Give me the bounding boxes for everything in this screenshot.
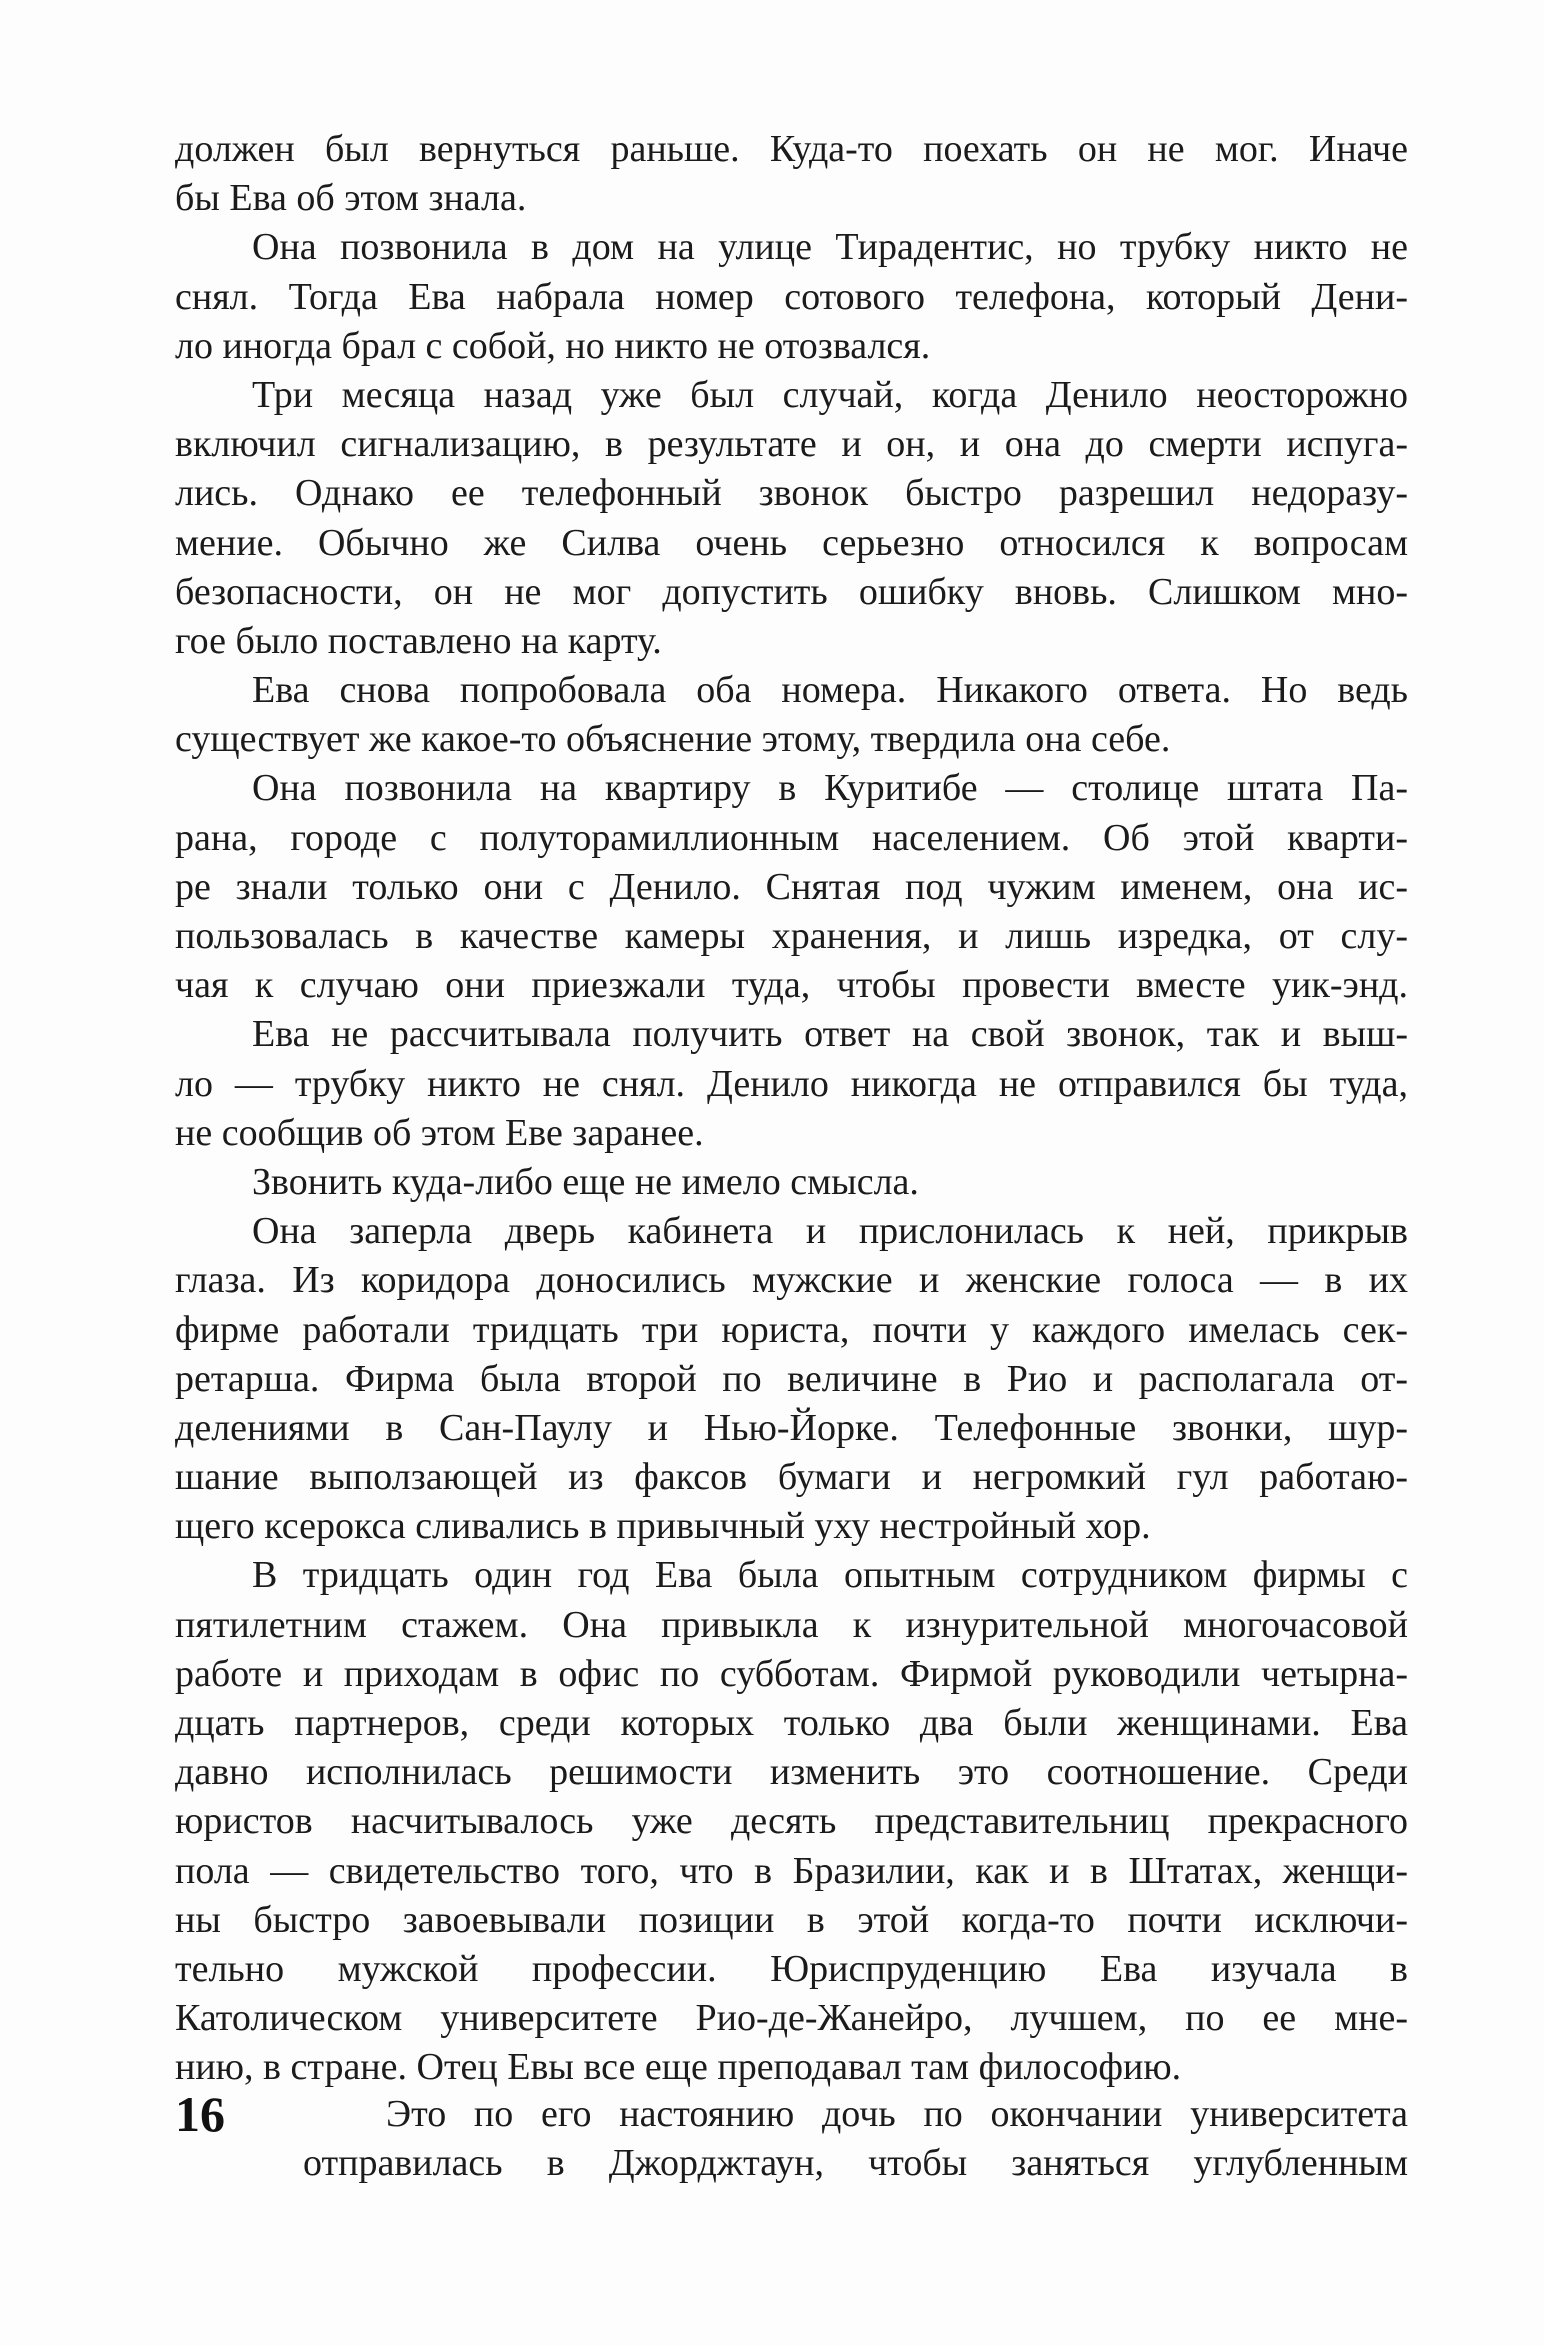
text-line: мение. Обычно же Силва очень серьезно относился к вопросам (175, 521, 1408, 564)
text-line: Она позвонила на квартиру в Куритибе — столице штата Па- (252, 767, 1408, 810)
text-line: Она заперла дверь кабинета и прислонилась к ней, прикрыв (252, 1210, 1408, 1253)
body-text (175, 125, 1408, 2093)
page-number: 16 (175, 2086, 225, 2142)
text-line: безопасности, он не мог допустить ошибку вновь. Слишком мно- (175, 570, 1408, 613)
text-line: должен был вернуться раньше. Куда-то поехать он не мог. Иначе (175, 128, 1408, 170)
text-line: рана, городе с полуторамиллионным населением. Об этой кварти- (175, 816, 1408, 859)
text-line: Ева снова попробовала оба номера. Никакого ответа. Но ведь (252, 669, 1408, 712)
text-line: бы Ева об этом знала. (175, 177, 527, 220)
text-line: лись. Однако ее телефонный звонок быстро разрешил недоразу- (175, 472, 1408, 515)
text-line: В тридцать один год Ева была опытным сотрудником фирмы с (252, 1554, 1408, 1597)
text-line: дцать партнеров, среди которых только два были женщинами. Ева (175, 1702, 1408, 1744)
text-line: Она позвонила в дом на улице Тирадентис, но трубку никто не (252, 226, 1408, 269)
text-line: гое было поставлено на карту. (175, 619, 662, 662)
text-line: ло — трубку никто не снял. Денило никогда не отправился бы туда, (175, 1062, 1408, 1105)
text-line: юристов насчитывалось уже десять представительниц прекрасного (175, 1800, 1408, 1843)
text-line: ретарша. Фирма была второй по величине в Рио и располагала от- (175, 1357, 1408, 1400)
text-line: Три месяца назад уже был случай, когда Денило неосторожно (252, 373, 1408, 416)
text-line: тельно мужской профессии. Юриспруденцию Ева изучала в (175, 1947, 1408, 1990)
text-line: делениями в Сан-Паулу и Нью-Йорке. Телефонные звонки, шур- (175, 1406, 1408, 1449)
text-line: Католическом университете Рио-де-Жанейро, лучшем, по ее мне- (175, 1997, 1408, 2040)
text-line: ре знали только они с Денило. Снятая под чужим именем, она ис- (175, 865, 1408, 908)
text-line: пользовалась в качестве камеры хранения, и лишь изредка, от слу- (175, 915, 1408, 957)
text-line: фирме работали тридцать три юриста, почти у каждого имелась сек- (175, 1308, 1408, 1351)
text-line: существует же какое-то объяснение этому, твердила она себе. (175, 718, 1171, 761)
text-line: ло иногда брал с собой, но никто не отозвался. (175, 324, 931, 367)
text-line: пола — свидетельство того, что в Бразилии, как и в Штатах, женщи- (175, 1849, 1408, 1892)
text-line: отправилась в Джорджтаун, чтобы заняться углубленным (303, 2142, 1408, 2185)
text-line: нию, в стране. Отец Евы все еще преподавал там философию. (175, 2046, 1182, 2089)
text-line: давно исполнилась решимости изменить это соотношение. Среди (175, 1751, 1408, 1794)
text-line: снял. Тогда Ева набрала номер сотового телефона, который Дени- (175, 275, 1408, 318)
text-line: пятилетним стажем. Она привыкла к изнурительной многочасовой (175, 1603, 1408, 1646)
text-line: Звонить куда-либо еще не имело смысла. (252, 1160, 919, 1203)
text-line: шание выползающей из факсов бумаги и негромкий гул работаю- (175, 1456, 1408, 1499)
text-line: Это по его настоянию дочь по окончании университета (386, 2093, 1408, 2135)
text-line: работе и приходам в офис по субботам. Фирмой руководили четырна- (175, 1652, 1408, 1695)
text-line: ны быстро завоевывали позиции в этой когда-то почти исключи- (175, 1898, 1408, 1941)
text-line: чая к случаю они приезжали туда, чтобы провести вместе уик-энд. (175, 964, 1408, 1007)
text-line: Ева не рассчитывала получить ответ на свой звонок, так и выш- (252, 1013, 1408, 1056)
text-line: не сообщив об этом Еве заранее. (175, 1111, 704, 1154)
text-line: включил сигнализацию, в результате и он, и она до смерти испуга- (175, 423, 1408, 466)
footer-text (175, 2086, 1408, 2188)
text-line: щего ксерокса сливались в привычный уху нестройный хор. (175, 1505, 1151, 1548)
text-line: глаза. Из коридора доносились мужские и женские голоса — в их (175, 1259, 1408, 1302)
